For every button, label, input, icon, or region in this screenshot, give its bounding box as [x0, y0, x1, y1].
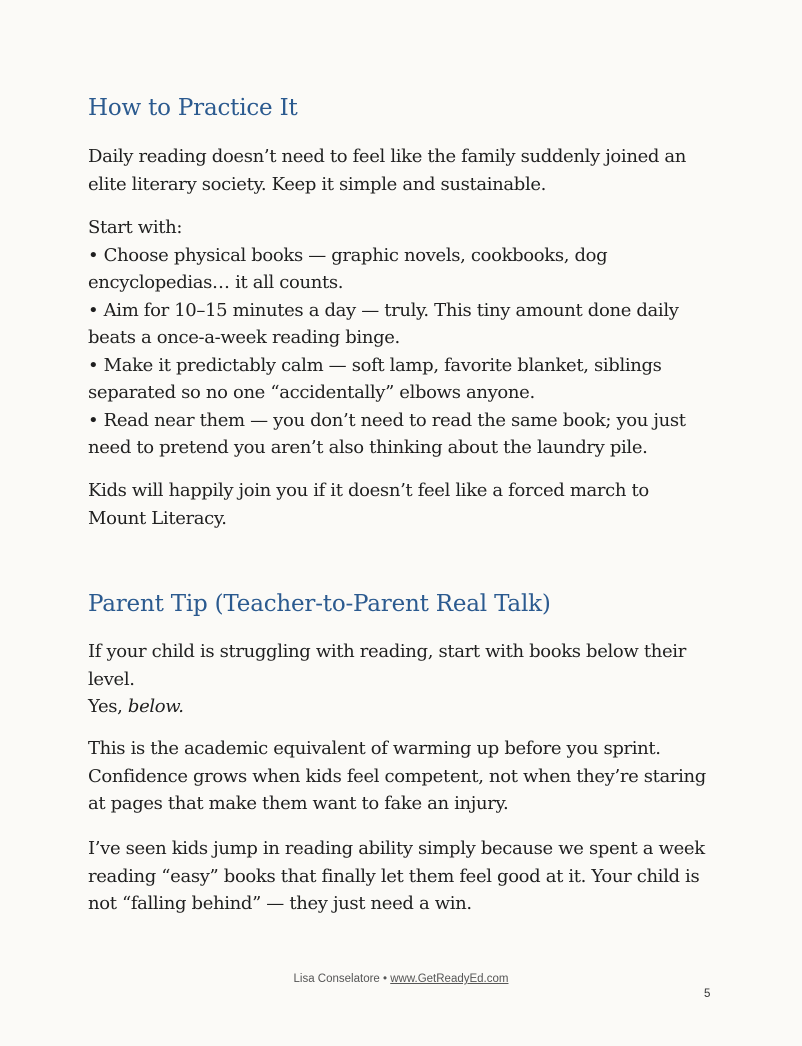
section-heading-parent-tip: Parent Tip (Teacher-to-Parent Real Talk)	[88, 591, 551, 617]
intro-paragraph: Daily reading doesn’t need to feel like the family suddenly joined an elite literary society. Keep it simple and sustainable.	[88, 146, 687, 195]
closing-paragraph: Kids will happily join you if it doesn’t feel like a forced march to Mount Literacy.	[88, 480, 649, 529]
bullet-item: • Aim for 10–15 minutes a day — truly. This tiny amount done daily beats a once-a-week reading binge.	[88, 299, 679, 348]
bullet-item: • Read near them — you don’t need to read the same book; you just need to pretend you aren’t also thinking about the laundry pile.	[88, 409, 686, 458]
start-with-list	[88, 214, 708, 462]
yes-prefix: Yes,	[88, 696, 128, 717]
footer-author: Lisa Conselatore •	[293, 973, 391, 985]
section-heading-how-to-practice: How to Practice It	[88, 95, 298, 121]
yes-below-line	[88, 693, 708, 721]
bullet-item: • Make it predictably calm — soft lamp, favorite blanket, siblings separated so no one “accidentally” elbows anyone.	[88, 354, 662, 403]
struggle-paragraph	[88, 638, 708, 721]
footer	[0, 973, 802, 985]
below-emphasis: below.	[127, 696, 184, 717]
seen-paragraph: I’ve seen kids jump in reading ability simply because we spent a week reading “easy” books that finally let them feel good at it. Your child is not “falling behind” — they just need a win.	[88, 838, 705, 914]
academic-paragraph: This is the academic equivalent of warming up before you sprint. Confidence grows when kids feel competent, not when they’re staring at pages that make them want to fake an injury.	[88, 738, 706, 814]
footer-link[interactable]: www.GetReadyEd.com	[390, 973, 509, 985]
bullet-item: • Choose physical books — graphic novels, cookbooks, dog encyclopedias… it all counts.	[88, 244, 608, 293]
page-number: 5	[704, 988, 711, 1000]
struggle-text: If your child is struggling with reading, start with books below their level.	[88, 641, 686, 690]
start-with-label: Start with:	[88, 217, 183, 238]
